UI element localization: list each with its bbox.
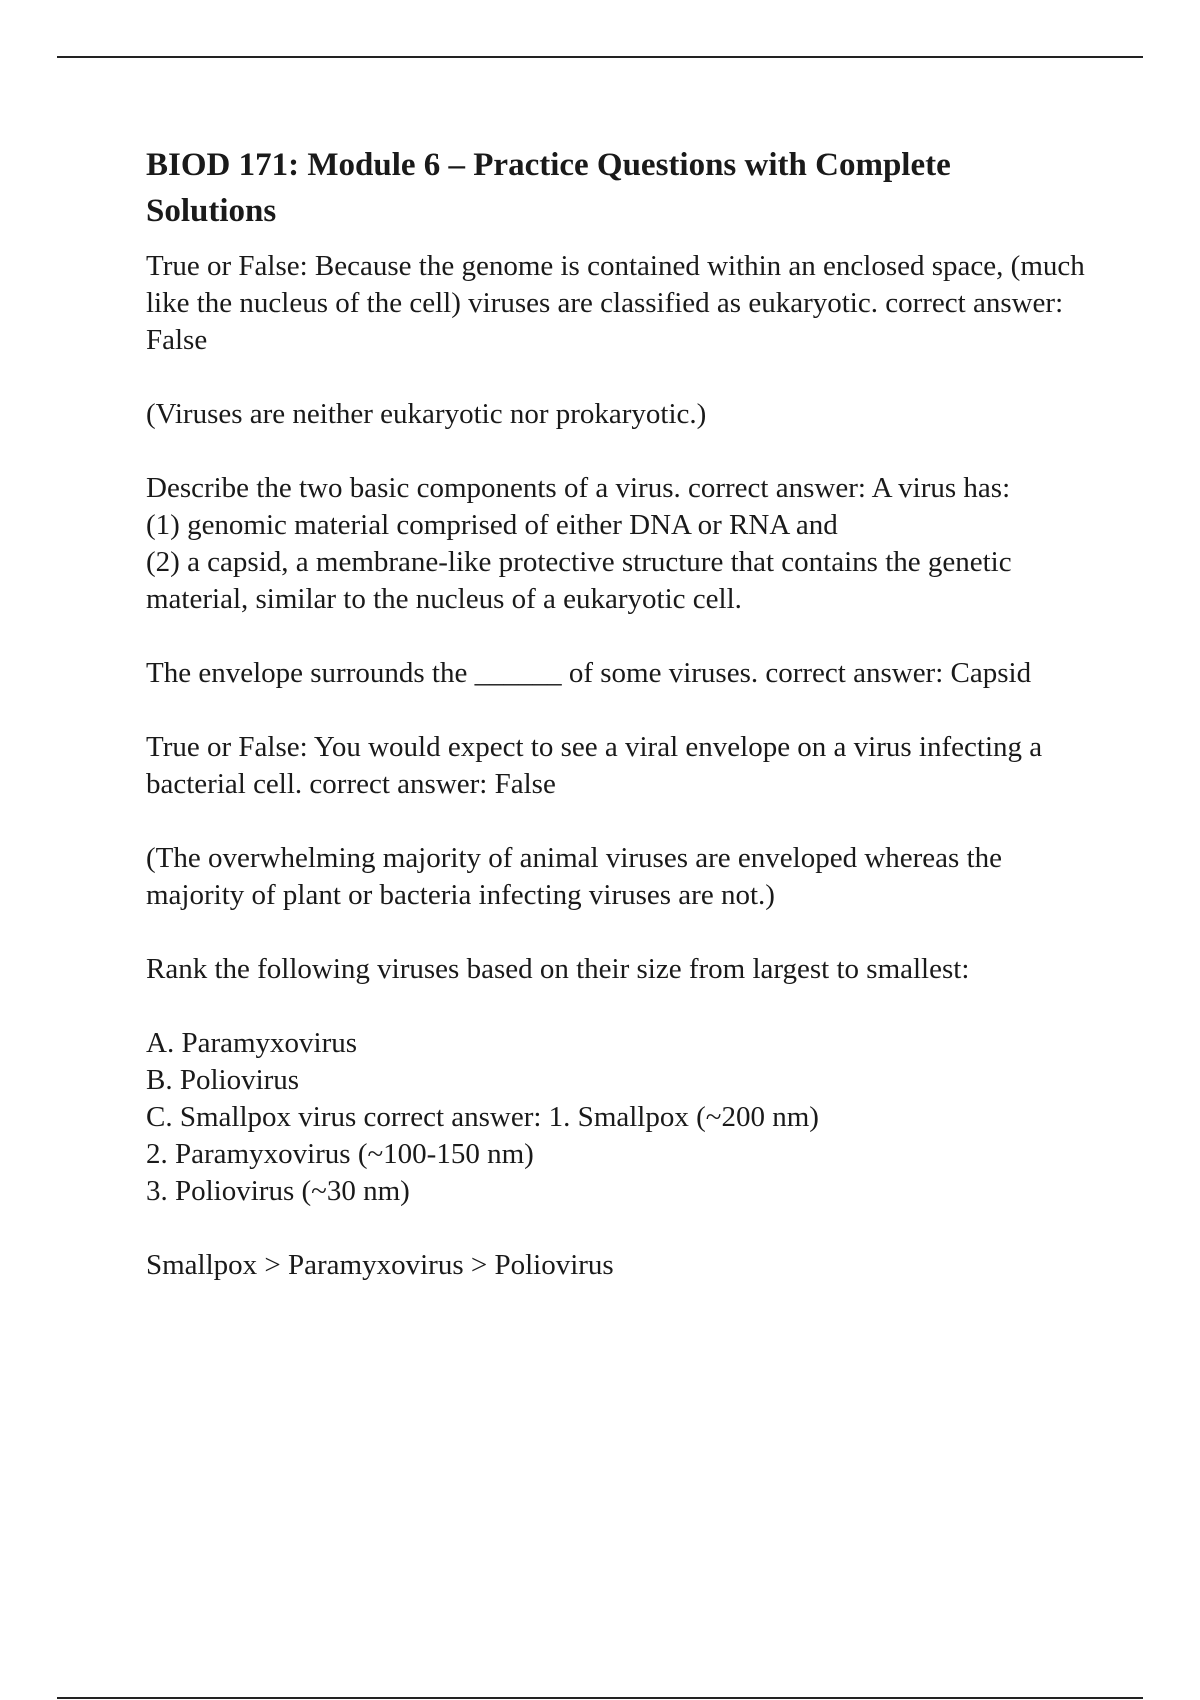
bottom-rule [57, 1697, 1143, 1699]
document-content [146, 142, 1086, 1321]
paragraph-line: (Viruses are neither eukaryotic nor prokaryotic.) [146, 398, 707, 430]
page-title: BIOD 171: Module 6 – Practice Questions with Complete Solutions [146, 147, 951, 229]
paragraph-line: True or False: You would expect to see a viral envelope on a virus infecting a bacterial cell. correct answer: False [146, 731, 1043, 800]
paragraph-3 [146, 470, 1086, 618]
paragraph-4 [146, 655, 1086, 692]
paragraph-line: Smallpox > Paramyxovirus > Poliovirus [146, 1249, 614, 1281]
paragraph-7 [146, 951, 1086, 988]
paragraph-6 [146, 840, 1086, 914]
paragraph-line: (1) genomic material comprised of either DNA or RNA and [146, 509, 838, 541]
paragraph-line: 3. Poliovirus (~30 nm) [146, 1175, 410, 1207]
paragraph-line: B. Poliovirus [146, 1064, 300, 1096]
paragraph-line: C. Smallpox virus correct answer: 1. Smallpox (~200 nm) [146, 1101, 819, 1133]
paragraph-line: Describe the two basic components of a virus. correct answer: A virus has: [146, 472, 1011, 504]
paragraph-9 [146, 1247, 1086, 1284]
top-rule [57, 56, 1143, 58]
paragraph-line: 2. Paramyxovirus (~100-150 nm) [146, 1138, 534, 1170]
paragraph-line: (The overwhelming majority of animal viruses are enveloped whereas the majority of plant or bacteria infecting viruses are not.) [146, 842, 1002, 911]
paragraph-line: A. Paramyxovirus [146, 1027, 358, 1059]
paragraph-1 [146, 248, 1086, 359]
paragraph-line: True or False: Because the genome is contained within an enclosed space, (much like the nucleus of the cell) viruses are classified as eukaryotic. correct answer: False [146, 250, 1085, 356]
paragraph-line: The envelope surrounds the ______ of some viruses. correct answer: Capsid [146, 657, 1032, 689]
paragraph-line: (2) a capsid, a membrane-like protective structure that contains the genetic material, similar to the nucleus of a eukaryotic cell. [146, 546, 1012, 615]
paragraph-5 [146, 729, 1086, 803]
paragraph-8 [146, 1025, 1086, 1210]
paragraph-line: Rank the following viruses based on their size from largest to smallest: [146, 953, 970, 985]
paragraph-2 [146, 396, 1086, 433]
